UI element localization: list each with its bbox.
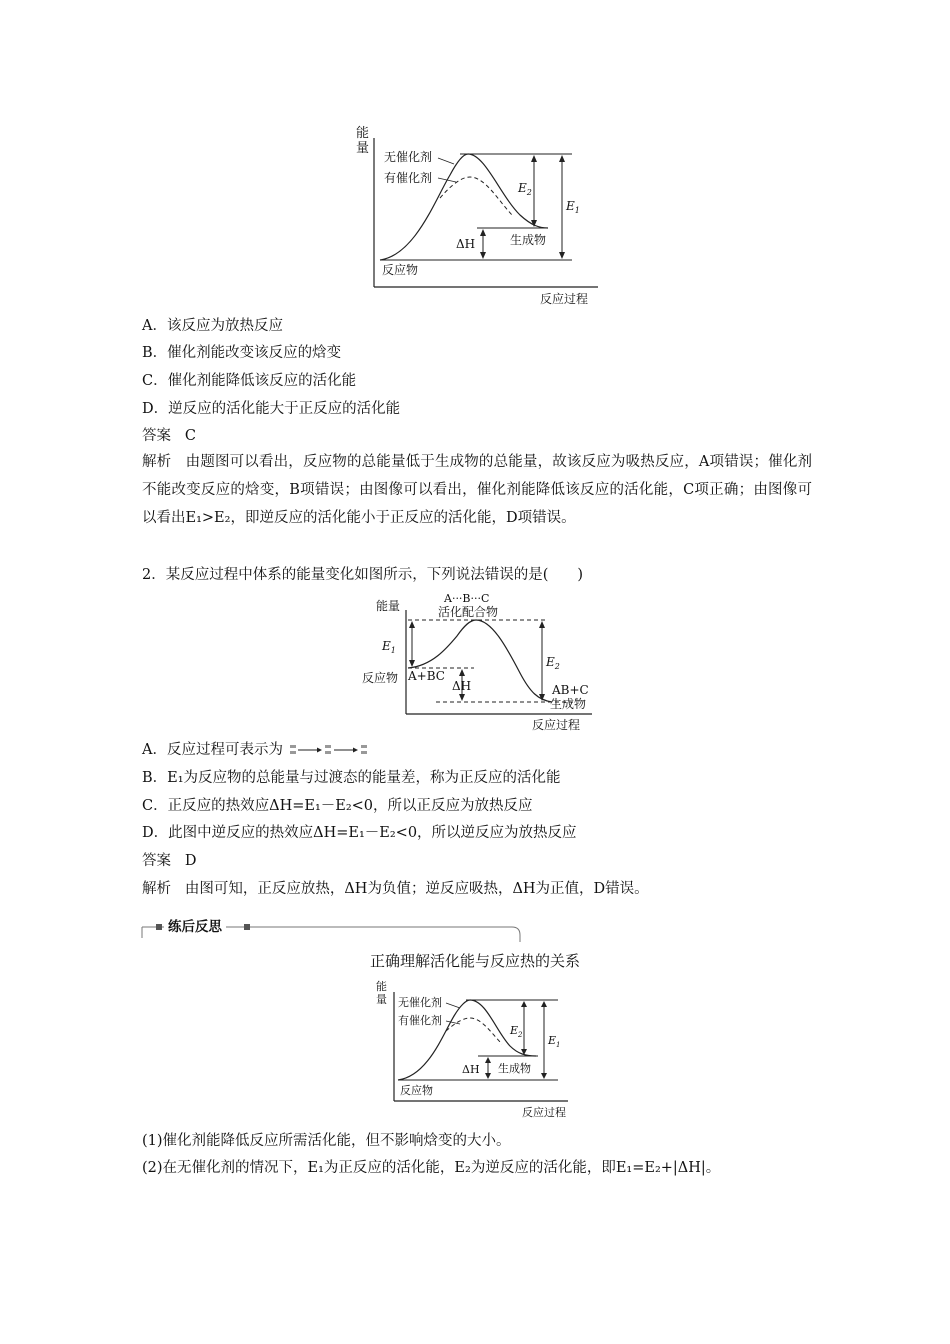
label-no-catalyst: 无催化剂 [398,996,442,1009]
reflection-point-2: (2)在无催化剂的情况下，E₁为正反应的活化能，E₂为逆反应的活化能，即E₁=E₂+|ΔH|。 [142,1160,721,1176]
label-products: 生成物 [498,1062,531,1075]
label-transition-state: A···B···C [444,592,490,605]
y-axis-label-bottom: 量 [356,141,370,156]
energy-diagram-2 [352,588,602,738]
y-axis-label-top: 能 [356,126,370,141]
y-axis-label: 能量 [376,599,401,613]
q2-analysis [142,879,649,899]
q2-answer [142,851,196,871]
option-a-text: A．反应过程可表示为 [142,742,283,758]
label-products: 生成物 [510,233,547,247]
q1-analysis [142,448,812,532]
q1-option-a: A．该反应为放热反应 [142,318,283,334]
label-e2: $E_2$ [546,655,560,671]
label-activated-complex: 活化配合物 [438,605,499,619]
x-axis-label: 反应过程 [540,292,589,306]
analysis-label: 解析 [142,454,172,470]
energy-diagram-3 [358,976,588,1126]
reaction-path-icon [288,743,376,757]
analysis-text: 由题图可以看出，反应物的总能量低于生成物的总能量，故该反应为吸热反应，A项错误；催化剂不能改变反应的焓变，B项错误；由图像可以看出，催化剂能降低该反应的活化能，C项正确；由图像可以看出E₁>E₂，即逆反应的活化能小于正反应的活化能，D项错误。 [142,454,813,526]
label-dh: ΔH [462,1063,480,1076]
y-axis-label-bottom: 量 [376,993,387,1006]
curve-catalyst [440,177,512,215]
answer-value: C [184,428,196,444]
energy-diagram-1 [340,120,610,310]
label-catalyst: 有催化剂 [398,1014,442,1027]
q2-option-b: B．E₁为反应物的总能量与过渡态的能量差，称为正反应的活化能 [142,770,561,786]
reflection-label: 练后反思 [164,918,226,936]
answer-label: 答案 [142,428,171,444]
q2-option-d: D．此图中逆反应的热效应ΔH=E₁－E₂<0，所以逆反应为放热反应 [142,825,577,841]
q1-option-d: D．逆反应的活化能大于正反应的活化能 [142,401,401,417]
x-axis-label: 反应过程 [522,1106,566,1119]
label-e2: $E_2$ [518,181,532,197]
reflection-title: 正确理解活化能与反应热的关系 [369,952,580,970]
analysis-label: 解析 [142,881,171,897]
label-e1: $E_1$ [566,199,580,215]
label-reactants: 反应物 [362,671,399,685]
label-e1: $E_1$ [548,1034,561,1049]
q1-option-b: B．催化剂能改变该反应的焓变 [142,345,342,361]
label-dh: ΔH [456,237,476,251]
reflection-point-1: (1)催化剂能降低反应所需活化能，但不影响焓变的大小。 [142,1133,511,1149]
q1-answer [142,426,196,446]
answer-label: 答案 [142,853,171,869]
label-no-catalyst: 无催化剂 [384,150,433,164]
label-dh: ΔH [452,679,472,693]
reflection-section-header [140,918,522,942]
label-products: 生成物 [550,697,587,711]
q2-stem: 2．某反应过程中体系的能量变化如图所示，下列说法错误的是( ) [142,567,584,583]
energy-curve [408,620,552,702]
x-axis-label: 反应过程 [532,718,581,732]
label-reactants: 反应物 [400,1084,433,1097]
q2-option-a [142,740,376,760]
analysis-text: 由图可知，正反应放热，ΔH为负值；逆反应吸热，ΔH为正值，D错误。 [184,881,649,897]
y-axis-label-top: 能 [376,980,387,993]
label-reactants: 反应物 [382,263,419,277]
q1-option-c: C．催化剂能降低该反应的活化能 [142,373,357,389]
label-reactants-formula: A+BC [408,669,445,683]
q2-option-c: C．正反应的热效应ΔH=E₁－E₂<0，所以正反应为放热反应 [142,798,533,814]
label-e1: $E_1$ [382,639,396,655]
label-products-formula: AB+C [552,683,589,697]
label-e2: $E_2$ [510,1024,523,1039]
answer-value: D [184,853,197,869]
label-catalyst: 有催化剂 [384,171,433,185]
